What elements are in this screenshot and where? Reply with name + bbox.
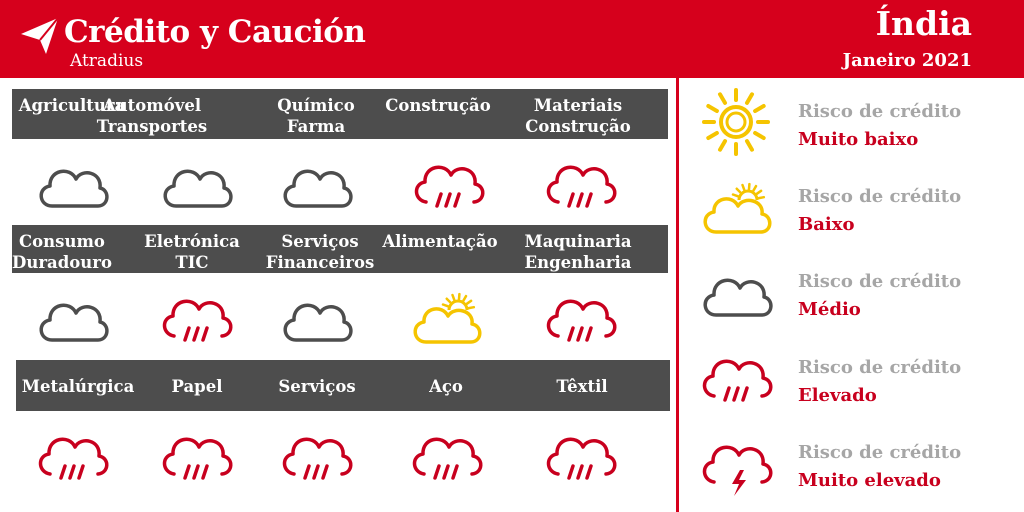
cloud-icon xyxy=(156,148,236,218)
brand-logo-icon xyxy=(18,14,62,58)
cloud-icon xyxy=(276,282,356,352)
sector-label: Materiais Construção xyxy=(525,96,631,136)
rain-cloud-icon xyxy=(406,420,486,490)
sector-label: Serviços xyxy=(278,377,356,396)
brand-name: Crédito y Caución xyxy=(64,14,366,50)
sector-label: Metalúrgica xyxy=(21,377,135,396)
rain-cloud-icon xyxy=(696,342,776,412)
sector-label: Alimentação xyxy=(382,232,498,251)
sector-label: Têxtil xyxy=(556,377,608,396)
sun-icon xyxy=(696,87,776,157)
country-title: Índia xyxy=(875,4,972,43)
section-divider xyxy=(676,78,679,512)
cloud-icon xyxy=(32,148,112,218)
sector-label: Consumo Duradouro xyxy=(12,232,112,272)
legend-title: Risco de crédito xyxy=(798,357,962,378)
storm-cloud-icon xyxy=(696,428,776,498)
rain-cloud-icon xyxy=(540,420,620,490)
legend-title: Risco de crédito xyxy=(798,101,962,122)
legend-level: Médio xyxy=(798,299,861,320)
sector-label: Eletrónica TIC xyxy=(144,232,240,272)
cloud-icon xyxy=(276,148,356,218)
rain-cloud-icon xyxy=(32,420,112,490)
rain-cloud-icon xyxy=(540,148,620,218)
legend-level: Muito baixo xyxy=(798,129,919,150)
legend-level: Elevado xyxy=(798,385,877,406)
sector-label: Papel xyxy=(171,377,223,396)
sector-label: Químico Farma xyxy=(277,96,355,136)
sector-label: Maquinaria Engenharia xyxy=(524,232,632,272)
rain-cloud-icon xyxy=(156,420,236,490)
legend-title: Risco de crédito xyxy=(798,442,962,463)
sector-label: Construção xyxy=(385,96,491,115)
legend-level: Muito elevado xyxy=(798,470,941,491)
header-bar xyxy=(0,0,1024,78)
brand-subtitle: Atradius xyxy=(70,51,144,71)
cloud-icon xyxy=(32,282,112,352)
legend-level: Baixo xyxy=(798,214,855,235)
legend-title: Risco de crédito xyxy=(798,186,962,207)
sector-label: Aço xyxy=(429,377,463,396)
legend-title: Risco de crédito xyxy=(798,271,962,292)
sun-cloud-icon xyxy=(696,172,776,242)
rain-cloud-icon xyxy=(156,282,236,352)
rain-cloud-icon xyxy=(408,148,488,218)
sector-label: Automóvel Transportes xyxy=(96,96,208,136)
report-date: Janeiro 2021 xyxy=(842,50,972,71)
cloud-icon xyxy=(696,257,776,327)
sector-label: Serviços Financeiros xyxy=(265,232,375,272)
sun-cloud-icon xyxy=(406,282,486,352)
sector-label: Agricultura xyxy=(18,96,126,115)
rain-cloud-icon xyxy=(276,420,356,490)
rain-cloud-icon xyxy=(540,282,620,352)
